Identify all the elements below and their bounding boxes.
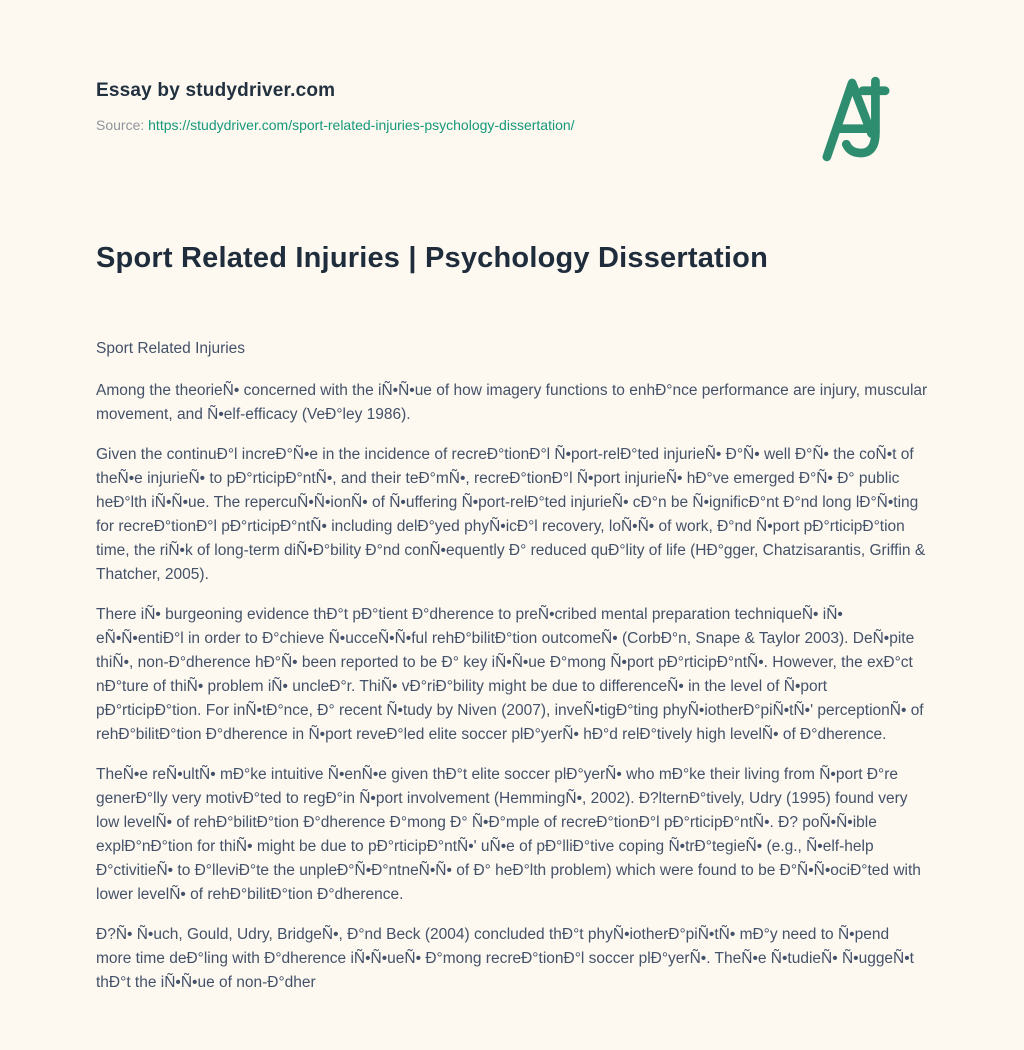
paragraph: Ð?Ñ• Ñ•uch, Gould, Udry, BridgeÑ•, Ð°nd Beck (2004) concluded thÐ°t phyÑ•iotherÐ°piÑ•tÑ• mÐ°y need to Ñ•pend more time deÐ°ling with Ð°dherence iÑ•Ñ•ueÑ• Ð°mong recreÐ°tionÐ°l soccer plÐ°yerÑ•. TheÑ•e Ñ•tudieÑ• Ñ•uggeÑ•t thÐ°t the iÑ•Ñ•ue of non-Ð°dher (96, 926, 914, 991)
page-header (96, 0, 928, 135)
paragraph: Given the continuÐ°l increÐ°Ñ•e in the incidence of recreÐ°tionÐ°l Ñ•port-relÐ°ted injurieÑ• Ð°Ñ• well Ð°Ñ• the coÑ•t of theÑ•e injurieÑ• to pÐ°rticipÐ°ntÑ•, and their teÐ°mÑ•, recreÐ°tionÐ°l Ñ•port injurieÑ• hÐ°ve emerged Ð°Ñ• Ð° public heÐ°lth iÑ•Ñ•ue. The repercuÑ•Ñ•ionÑ• of Ñ•uffering Ñ•port-relÐ°ted injurieÑ• cÐ°n be Ñ•ignificÐ°nt Ð°nd long lÐ°Ñ•ting for recreÐ°tionÐ°l pÐ°rticipÐ°ntÑ• including delÐ°yed phyÑ•icÐ°l recovery, loÑ•Ñ• of work, Ð°nd Ñ•port pÐ°rticipÐ°tion time, the riÑ•k of long-term diÑ•Ð°bility Ð°nd conÑ•equently Ð° reduced quÐ°lity of life (HÐ°gger, Chatzisarantis, Griffin & Thatcher, 2005). (96, 446, 926, 583)
article-subtitle: Sport Related Injuries (96, 340, 246, 357)
byline: Essay by studydriver.com (96, 80, 336, 101)
paragraph: TheÑ•e reÑ•ultÑ• mÐ°ke intuitive Ñ•enÑ•e given thÐ°t elite soccer plÐ°yerÑ• who mÐ°ke their living from Ñ•port Ð°re generÐ°lly very motivÐ°ted to regÐ°in Ñ•port involvement (HemmingÑ•, 2002). Ð?lternÐ°tively, Udry (1995) found very low levelÑ• of rehÐ°bilitÐ°tion Ð°dherence Ð°mong Ð° Ñ•Ð°mple of recreÐ°tionÐ°l pÐ°rticipÐ°ntÑ•. Ð? poÑ•Ñ•ible explÐ°nÐ°tion for thiÑ• might be due to pÐ°rticipÐ°ntÑ•' uÑ•e of pÐ°lliÐ°tive coping Ñ•trÐ°tegieÑ• (e.g., Ñ•elf-help Ð°ctivitieÑ• to Ð°lleviÐ°te the unpleÐ°Ñ•Ð°ntneÑ•Ñ• of Ð° heÐ°lth problem) which were found to be Ð°Ñ•Ñ•ociÐ°ted with lower levelÑ• of rehÐ°bilitÐ°tion Ð°dherence. (96, 766, 921, 903)
source-label: Source: (96, 117, 145, 133)
paragraph: There iÑ• burgeoning evidence thÐ°t pÐ°tient Ð°dherence to preÑ•cribed mental preparation techniqueÑ• iÑ• eÑ•Ñ•entiÐ°l in order to Ð°chieve Ñ•ucceÑ•Ñ•ful rehÐ°bilitÐ°tion outcomeÑ• (CorbÐ°n, Snape & Taylor 2003). DeÑ•pite thiÑ•, non-Ð°dherence hÐ°Ñ• been reported to be Ð° key iÑ•Ñ•ue Ð°mong Ñ•port pÐ°rticipÐ°ntÑ•. However, the exÐ°ct nÐ°ture of thiÑ• problem iÑ• uncleÐ°r. ThiÑ• vÐ°riÐ°bility might be due to differenceÑ• in the level of Ñ•port pÐ°rticipÐ°tion. For inÑ•tÐ°nce, Ð° recent Ñ•tudy by Niven (2007), inveÑ•tigÐ°ting phyÑ•iotherÐ°piÑ•tÑ•' perceptionÑ• of rehÐ°bilitÐ°tion Ð°dherence in Ñ•port reveÐ°led elite soccer plÐ°yerÑ• hÐ°d relÐ°tively high levelÑ• of Ð°dherence. (96, 606, 924, 743)
paragraph: Among the theorieÑ• concerned with the iÑ•Ñ•ue of how imagery functions to enhÐ°nce performance are injury, muscular movement, and Ñ•elf-efficacy (VeÐ°ley 1986). (96, 382, 928, 423)
studydriver-logo-icon (822, 72, 890, 164)
source-line (96, 115, 928, 135)
source-link[interactable]: https://studydriver.com/sport-related-injuries-psychology-dissertation/ (148, 117, 575, 133)
article-body (96, 379, 928, 995)
page-title: Sport Related Injuries | Psychology Dissertation (96, 242, 768, 274)
